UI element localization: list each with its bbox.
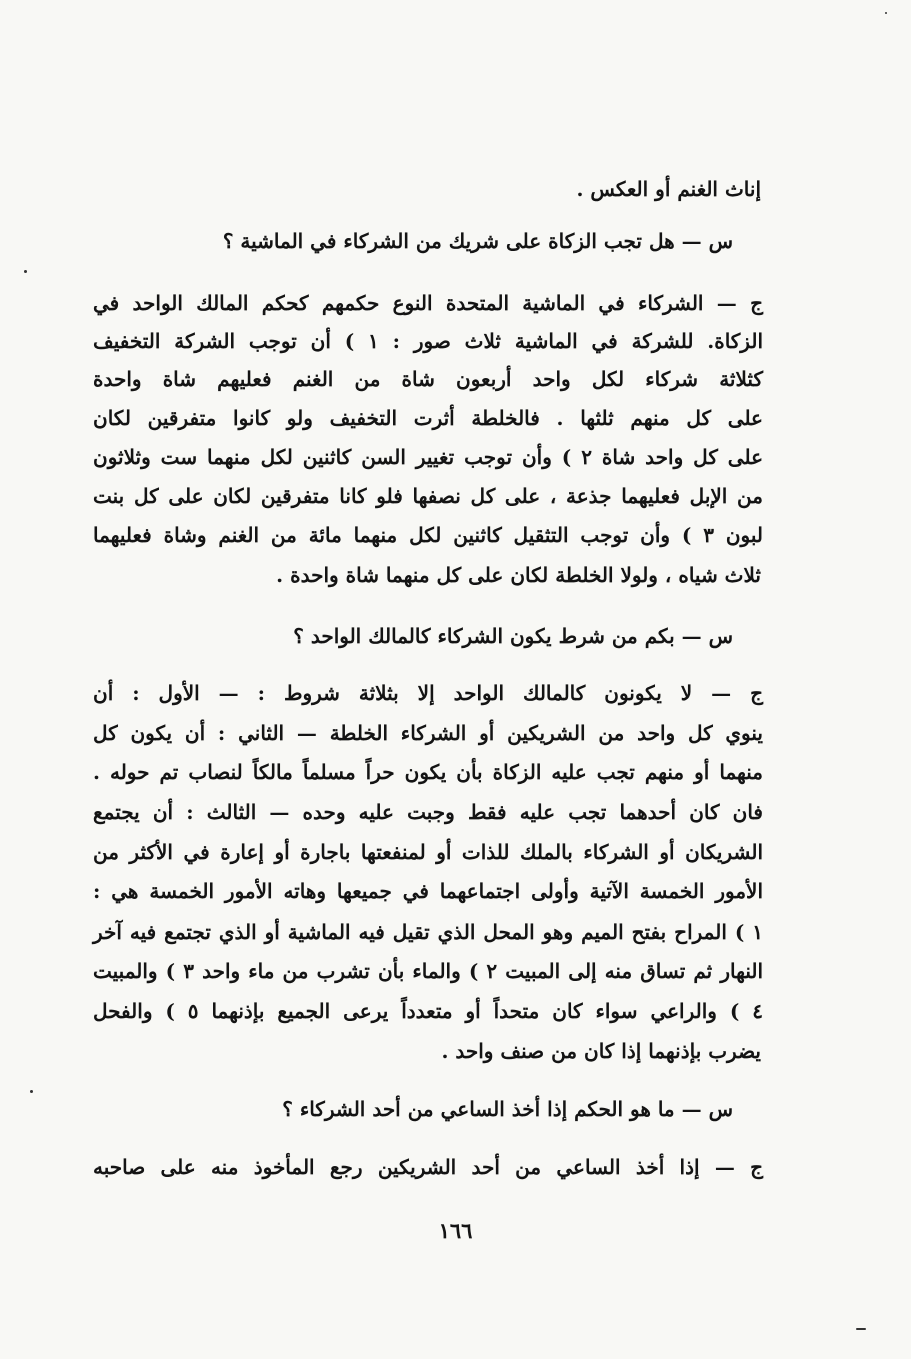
scan-speck [30,1090,33,1093]
answer-2-line: فان كان أحدهما تجب عليه فقط وجبت عليه وحده — الثالث : أن يجتمع [93,800,763,824]
answer-1-line: كثلاثة شركاء لكل واحد أربعون شاة من الغنم فعليهم شاة واحدة [93,367,763,391]
answer-2-line: النهار ثم تساق منه إلى المبيت ٢ ) والماء بأن تشرب من ماء واحد ٣ ) والمبيت [93,959,763,983]
answer-2-line: ٤ ) والراعي سواء كان متحداً أو متعدداً يرعى الجميع بإذنهما ٥ ) والفحل [93,999,763,1023]
answer-1-line: على كل واحد شاة ٢ ) وأن توجب تغيير السن كاثنين لكل منهما ست وثلاثون [93,445,763,469]
scan-speck [885,12,887,14]
answer-2-line: ١ ) المراح بفتح الميم وهو المحل الذي تقيل فيه الماشية أو الذي تجتمع فيه آخر [93,920,763,944]
answer-1-line: لبون ٣ ) وأن توجب التثقيل كاثنين لكل منهما مائة من الغنم وشاة فعليهما [93,523,763,547]
answer-2-line: الشريكان أو الشركاء بالملك للذات أو لمنفعتها باجارة أو إعارة في الأكثر من [93,840,763,864]
answer-3-line: ج — إذا أخذ الساعي من أحد الشريكين رجع المأخوذ منه على صاحبه [93,1155,763,1179]
scan-speck [856,1328,866,1330]
answer-2-line: الأمور الخمسة الآتية وأولى اجتماعهما في جميعها وهاته الأمور الخمسة هي : [93,879,763,903]
answer-1-line: الزكاة. للشركة في الماشية ثلاث صور : ١ ) أن توجب الشركة التخفيف [93,329,763,353]
scan-speck [24,270,27,273]
answer-1-line: من الإبل فعليهما جذعة ، على كل نصفها فلو كانا متفرقين لكان على كل بنت [93,484,763,508]
answer-2-line: منهما أو منهم تجب عليه الزكاة بأن يكون حراً مسلماً مالكاً لنصاب تم حوله . [93,760,763,784]
answer-2-line: ينوي كل واحد من الشريكين أو الشركاء الخلطة — الثاني : أن يكون كل [93,721,763,745]
top-line: إناث الغنم أو العكس . [576,177,761,201]
page-number: ١٦٦ [438,1218,473,1243]
answer-1-line: ج — الشركاء في الماشية المتحدة النوع حكمهم كحكم المالك الواحد في [93,291,763,315]
answer-1-line: ثلاث شياه ، ولولا الخلطة لكان على كل منهما شاة واحدة . [276,563,761,587]
question-1: س — هل تجب الزكاة على شريك من الشركاء في الماشية ؟ [222,229,733,253]
question-3: س — ما هو الحكم إذا أخذ الساعي من أحد الشركاء ؟ [282,1097,733,1121]
answer-2-line: ج — لا يكونون كالمالك الواحد إلا بثلاثة شروط : — الأول : أن [93,681,763,705]
question-2: س — بكم من شرط يكون الشركاء كالمالك الواحد ؟ [293,624,733,648]
answer-2-line: يضرب بإذنهما إذا كان من صنف واحد . [441,1039,761,1063]
answer-1-line: على كل منهم ثلثها . فالخلطة أثرت التخفيف ولو كانوا متفرقين لكان [93,406,763,430]
